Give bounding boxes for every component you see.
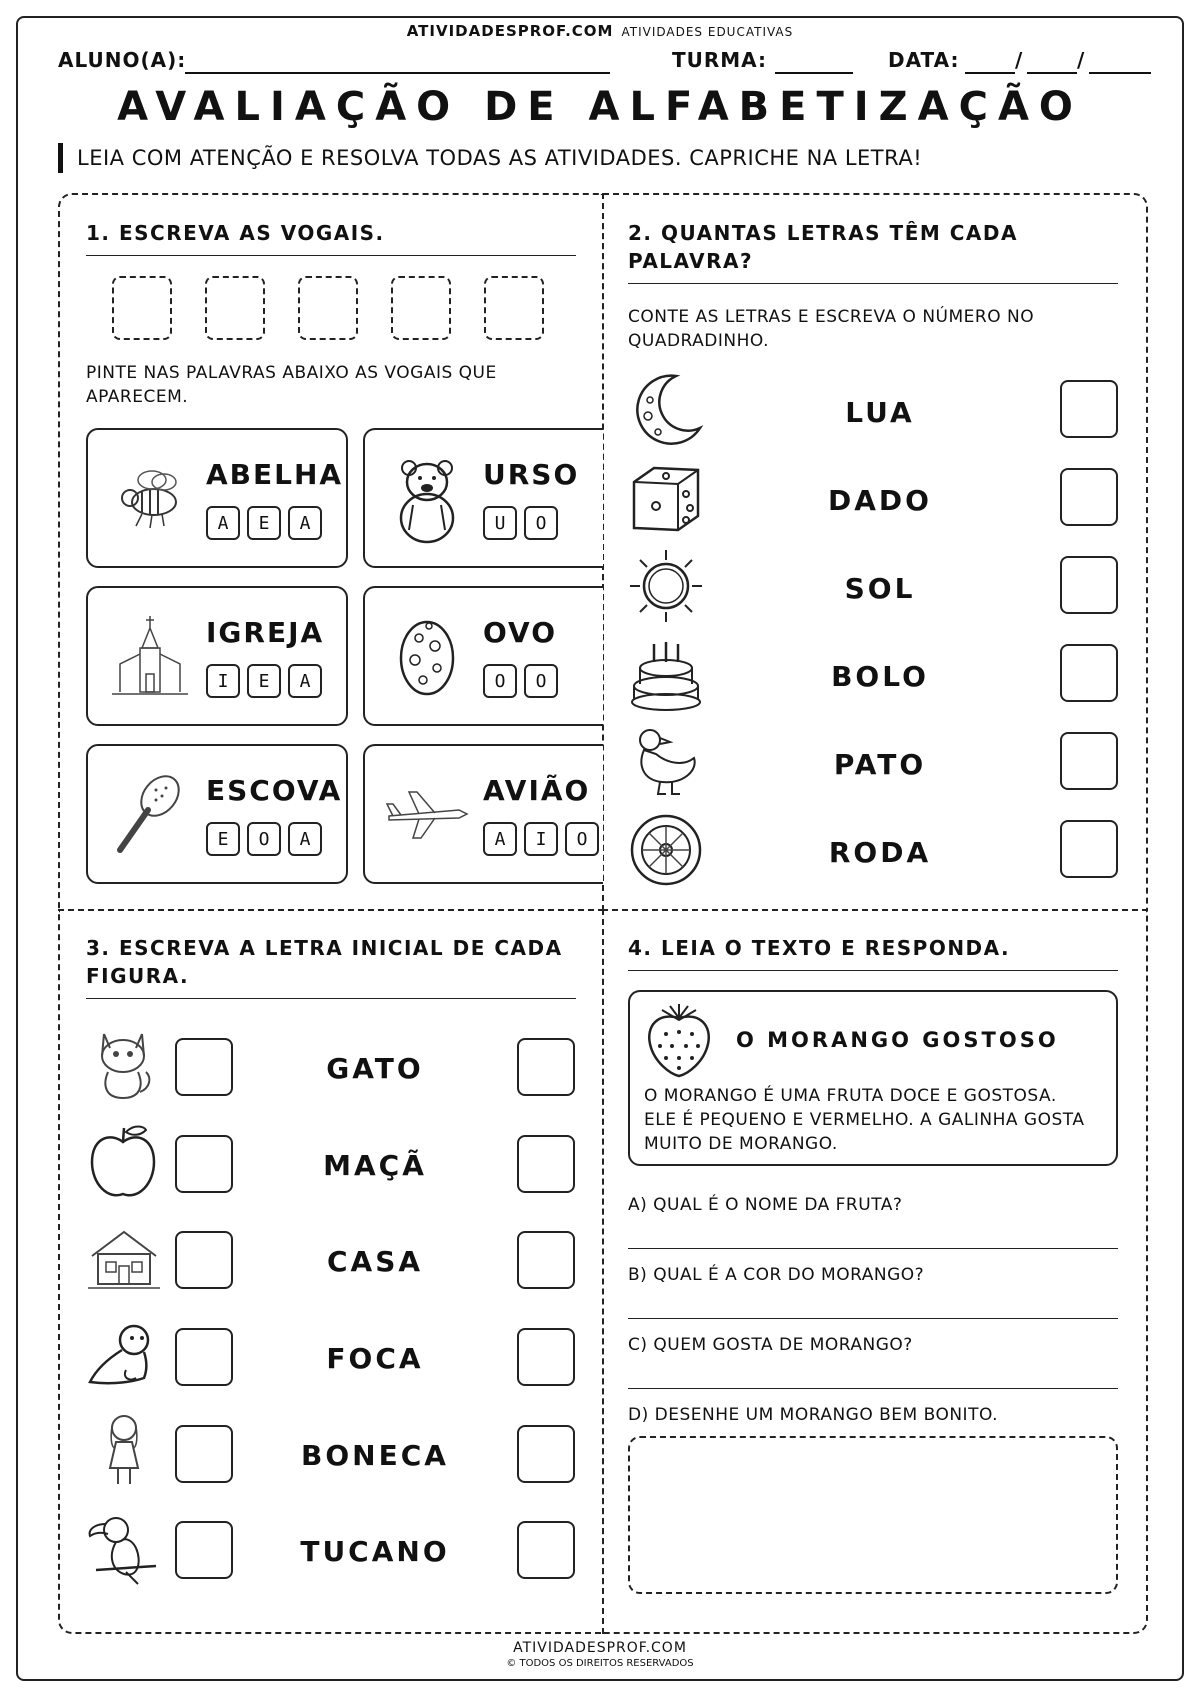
- vowel-letter[interactable]: O: [483, 664, 517, 698]
- strawberry-icon: [644, 1002, 714, 1078]
- site-subtitle: ATIVIDADES EDUCATIVAS: [621, 25, 794, 39]
- question-b: B) QUAL É A COR DO MORANGO?: [628, 1265, 925, 1285]
- initial-letter-box-right[interactable]: [517, 1135, 575, 1193]
- seal-icon: [86, 1322, 162, 1392]
- vowel-letter[interactable]: A: [288, 822, 322, 856]
- bear-icon: [379, 450, 475, 546]
- vowel-letter[interactable]: I: [524, 822, 558, 856]
- vowel-letter[interactable]: I: [206, 664, 240, 698]
- vowel-letter[interactable]: A: [288, 506, 322, 540]
- vowel-letter[interactable]: A: [206, 506, 240, 540]
- initial-letter-box-right[interactable]: [517, 1521, 575, 1579]
- initial-letter-box-right[interactable]: [517, 1425, 575, 1483]
- initial-letter-box-left[interactable]: [175, 1328, 233, 1386]
- word-card-escova: [86, 744, 348, 884]
- word-card-aviao: [363, 744, 603, 884]
- vowel-letter[interactable]: O: [524, 664, 558, 698]
- airplane-icon: [379, 766, 475, 862]
- dice-icon: [628, 460, 704, 536]
- card-word: URSO: [483, 458, 580, 491]
- story-line: O MORANGO É UMA FRUTA DOCE E GOSTOSA.: [644, 1086, 1057, 1106]
- q2-word: PATO: [833, 748, 927, 781]
- church-icon: [102, 608, 198, 704]
- vowel-letter[interactable]: O: [247, 822, 281, 856]
- toucan-icon: [86, 1510, 162, 1586]
- cake-icon: [628, 636, 704, 712]
- vowel-letter[interactable]: E: [206, 822, 240, 856]
- q2-word: SOL: [844, 572, 916, 605]
- aluno-field[interactable]: [185, 72, 610, 74]
- letter-count-box[interactable]: [1060, 732, 1118, 790]
- doll-icon: [96, 1412, 152, 1488]
- wheel-icon: [628, 812, 704, 888]
- date-field[interactable]: / /: [965, 44, 1155, 74]
- vowel-letter[interactable]: O: [524, 506, 558, 540]
- vowel-letter[interactable]: A: [483, 822, 517, 856]
- q2-instruction: [628, 305, 1034, 353]
- duck-icon: [628, 724, 704, 800]
- moon-icon: [628, 372, 704, 448]
- q3-heading-line1: 3. ESCREVA A LETRA INICIAL DE CADA: [86, 936, 563, 960]
- card-word: OVO: [483, 616, 558, 649]
- word-card-igreja: [86, 586, 348, 726]
- card-word: ABELHA: [206, 458, 344, 491]
- q2-heading-line1: 2. QUANTAS LETRAS TÊM CADA: [628, 221, 1018, 245]
- q2-heading-line2: PALAVRA?: [628, 249, 754, 273]
- letter-count-box[interactable]: [1060, 644, 1118, 702]
- vowel-letter[interactable]: U: [483, 506, 517, 540]
- answer-line-b[interactable]: [628, 1318, 1118, 1319]
- footer-site: ATIVIDADESPROF.COM: [513, 1640, 687, 1656]
- aluno-label: ALUNO(A):: [58, 48, 187, 72]
- site-header: [0, 22, 1200, 40]
- vowel-letter[interactable]: E: [247, 664, 281, 698]
- turma-field[interactable]: [775, 72, 853, 74]
- q1-instruction: PINTE NAS PALAVRAS ABAIXO AS VOGAIS QUE APARECEM.: [86, 363, 497, 407]
- vowel-box-4[interactable]: [391, 276, 451, 340]
- answer-line-a[interactable]: [628, 1248, 1118, 1249]
- q2-heading: [628, 219, 1018, 275]
- q2-word: BOLO: [831, 660, 929, 693]
- story-line: MUITO DE MORANGO.: [644, 1134, 838, 1154]
- apple-icon: [88, 1122, 158, 1202]
- vowel-box-2[interactable]: [205, 276, 265, 340]
- q2-instruction-line2: QUADRADINHO.: [628, 331, 769, 351]
- card-word: ESCOVA: [206, 774, 343, 807]
- q3-word: BONECA: [301, 1439, 449, 1472]
- q2-word: RODA: [828, 836, 932, 869]
- initial-letter-box-right[interactable]: [517, 1038, 575, 1096]
- sun-icon: [628, 548, 704, 624]
- letter-count-box[interactable]: [1060, 556, 1118, 614]
- footer-rights: © TODOS OS DIREITOS RESERVADOS: [506, 1658, 694, 1669]
- turma-label: TURMA:: [672, 48, 768, 72]
- q3-heading: [86, 934, 563, 990]
- word-card-ovo: [363, 586, 603, 726]
- egg-icon: [379, 608, 475, 704]
- story-title: O MORANGO GOSTOSO: [736, 1028, 1059, 1052]
- page-title: AVALIAÇÃO DE ALFABETIZAÇÃO: [117, 84, 1083, 130]
- q3-word: GATO: [326, 1052, 424, 1085]
- question-a: A) QUAL É O NOME DA FRUTA?: [628, 1195, 903, 1215]
- question-c: C) QUEM GOSTA DE MORANGO?: [628, 1335, 913, 1355]
- house-icon: [86, 1224, 162, 1294]
- initial-letter-box-left[interactable]: [175, 1425, 233, 1483]
- q3-heading-line2: FIGURA.: [86, 964, 190, 988]
- q2-word: DADO: [828, 484, 932, 517]
- initial-letter-box-right[interactable]: [517, 1231, 575, 1289]
- question-d: D) DESENHE UM MORANGO BEM BONITO.: [628, 1405, 999, 1425]
- story-box: [628, 990, 1118, 1166]
- word-card-urso: [363, 428, 603, 568]
- q2-instruction-line1: CONTE AS LETRAS E ESCREVA O NÚMERO NO: [628, 307, 1035, 327]
- q3-word: FOCA: [326, 1342, 424, 1375]
- general-instruction: LEIA COM ATENÇÃO E RESOLVA TODAS AS ATIVIDADES. CAPRICHE NA LETRA!: [58, 143, 922, 173]
- initial-letter-box-left[interactable]: [175, 1038, 233, 1096]
- initial-letter-box-left[interactable]: [175, 1135, 233, 1193]
- letter-count-box[interactable]: [1060, 380, 1118, 438]
- q1-heading: 1. ESCREVA AS VOGAIS.: [86, 221, 385, 245]
- card-word: AVIÃO: [483, 774, 591, 807]
- drawing-area[interactable]: [628, 1436, 1118, 1594]
- vowel-box-5[interactable]: [484, 276, 544, 340]
- card-word: IGREJA: [206, 616, 325, 649]
- initial-letter-box-left[interactable]: [175, 1521, 233, 1579]
- q2-word: LUA: [845, 396, 915, 429]
- site-name: ATIVIDADESPROF.COM: [406, 22, 614, 40]
- cat-icon: [88, 1026, 158, 1102]
- letter-count-box[interactable]: [1060, 468, 1118, 526]
- vowel-box-3[interactable]: [298, 276, 358, 340]
- q3-word: CASA: [326, 1245, 424, 1278]
- word-card-abelha: [86, 428, 348, 568]
- initial-letter-box-right[interactable]: [517, 1328, 575, 1386]
- q3-word: MAÇÃ: [323, 1149, 427, 1182]
- vowel-letter[interactable]: A: [288, 664, 322, 698]
- vowel-letter[interactable]: O: [565, 822, 599, 856]
- vowel-letter[interactable]: E: [247, 506, 281, 540]
- story-line: ELE É PEQUENO E VERMELHO. A GALINHA GOSTA: [644, 1110, 1085, 1130]
- q3-word: TUCANO: [300, 1535, 450, 1568]
- initial-letter-box-left[interactable]: [175, 1231, 233, 1289]
- story-text: [644, 1084, 1084, 1156]
- answer-line-c[interactable]: [628, 1388, 1118, 1389]
- bee-icon: [102, 450, 198, 546]
- q4-heading: 4. LEIA O TEXTO E RESPONDA.: [628, 936, 1011, 960]
- brush-icon: [102, 766, 198, 862]
- letter-count-box[interactable]: [1060, 820, 1118, 878]
- vowel-box-1[interactable]: [112, 276, 172, 340]
- data-label: DATA:: [888, 48, 960, 72]
